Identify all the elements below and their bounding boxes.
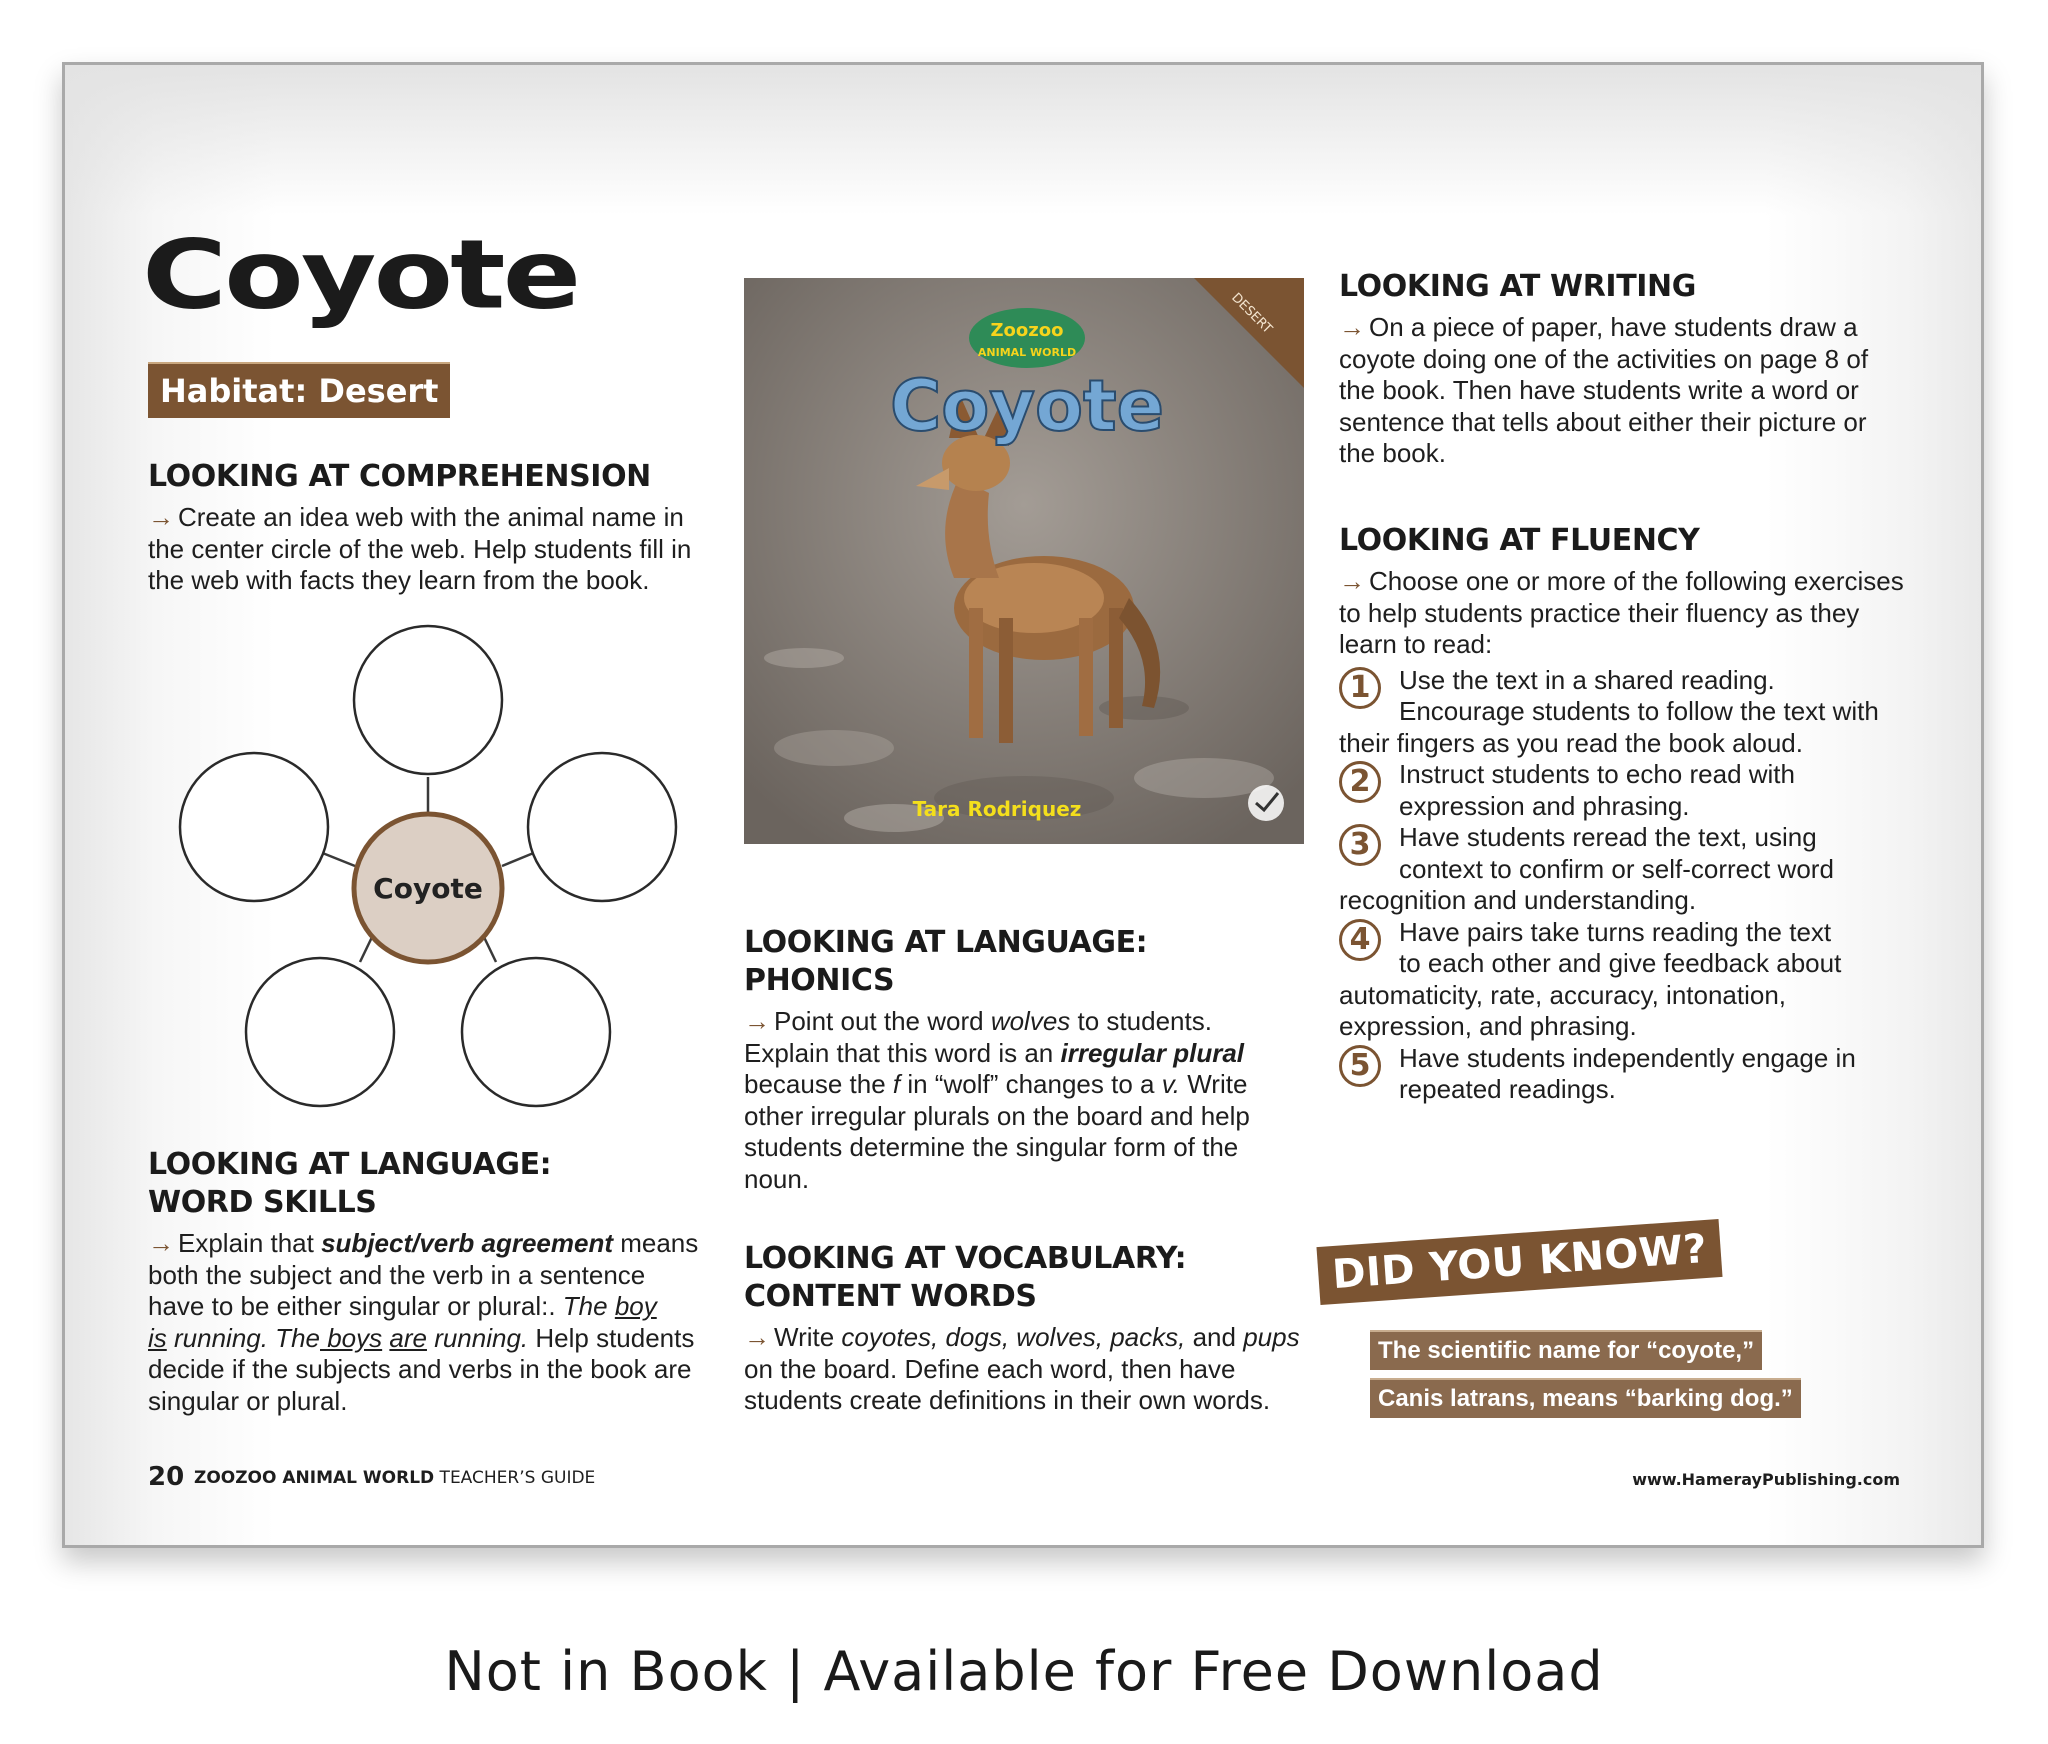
page-title: Coyote [142, 219, 579, 331]
arrow-icon: → [148, 502, 174, 532]
web-connector [502, 852, 536, 866]
web-outer-circle-right [528, 753, 676, 901]
web-outer-circle-bottom-right [462, 958, 610, 1106]
number-circle-icon: 4 [1339, 919, 1381, 961]
svg-text:ANIMAL WORLD: ANIMAL WORLD [977, 346, 1077, 359]
vocabulary-section [744, 1240, 1304, 1417]
fluency-list [1339, 665, 1909, 1106]
list-item: 5 Have students independently engage in repeated readings. [1339, 1043, 1909, 1106]
phonics-text: → Point out the word wolves to students. Explain that this word is an irregular plural because the f in “wolf” changes to a v. Write other irregular plurals on the board and help students determine the singular form of the noun. [744, 1006, 1250, 1194]
fluency-section [1339, 522, 1909, 1106]
svg-text:Zoozoo: Zoozoo [990, 320, 1064, 341]
web-center-label: Coyote [373, 872, 483, 905]
fact-line: The scientific name for “coyote,” [1370, 1330, 1762, 1370]
cover-series-logo [969, 308, 1085, 368]
arrow-icon: → [1339, 312, 1365, 342]
cover-author: Tara Rodriquez [912, 797, 1082, 821]
word-skills-text: → Explain that subject/verb agreement means both the subject and the verb in a sentence have to be either singular or plural:. The boy is running. The boys are running. Help students decide if the subjects and verbs in the book are singular or plural. [148, 1228, 699, 1416]
page-number: 20 [148, 1462, 185, 1492]
cover-ribbon-text: DESERT [1228, 290, 1275, 337]
number-circle-icon: 5 [1339, 1045, 1381, 1087]
comprehension-section [148, 458, 708, 597]
fluency-heading: LOOKING AT FLUENCY [1339, 523, 1700, 558]
writing-text: → On a piece of paper, have students draw a coyote doing one of the activities on page 8 of the book. Then have students write a word or sentence that tells about either their picture or the book. [1339, 312, 1869, 468]
cover-artwork [744, 278, 1304, 844]
list-item: 2 Instruct students to echo read with expression and phrasing. [1339, 759, 1909, 822]
did-you-know-fact [1370, 1330, 1801, 1418]
fluency-intro: → Choose one or more of the following exercises to help students practice their fluency as they learn to read: [1339, 566, 1904, 659]
arrow-icon: → [744, 1006, 770, 1036]
footer-url: www.HamerayPublishing.com [1632, 1470, 1900, 1489]
number-circle-icon: 1 [1339, 667, 1381, 709]
list-item: 3 Have students reread the text, using context to confirm or self-correct word recognition and understanding. [1339, 822, 1834, 915]
list-item: 1 Use the text in a shared reading. Encourage students to follow the text with their fingers as you read the book aloud. [1339, 664, 1879, 758]
vocabulary-heading: LOOKING AT VOCABULARY: CONTENT WORDS [744, 1241, 1187, 1314]
list-item: 4 Have pairs take turns reading the text to each other and give feedback about automaticity, rate, accuracy, intonation, expression, and phrasing. [1339, 916, 1842, 1041]
arrow-icon: → [1339, 566, 1365, 596]
web-connector [320, 852, 355, 866]
word-skills-section [148, 1146, 708, 1417]
web-outer-circle-bottom-left [246, 958, 394, 1106]
word-skills-heading: LOOKING AT LANGUAGE: WORD SKILLS [148, 1147, 552, 1220]
footer-series: ZOOZOO ANIMAL WORLD TEACHER’S GUIDE [194, 1468, 596, 1488]
publisher-logo-icon [1248, 785, 1284, 821]
number-circle-icon: 3 [1339, 824, 1381, 866]
comprehension-text: → Create an idea web with the animal name in the center circle of the web. Help students fill in the web with facts they learn from the book. [148, 502, 692, 595]
writing-heading: LOOKING AT WRITING [1339, 269, 1696, 304]
comprehension-heading: LOOKING AT COMPREHENSION [148, 459, 651, 494]
arrow-icon: → [744, 1322, 770, 1352]
vocabulary-text: → Write coyotes, dogs, wolves, packs, and pups on the board. Define each word, then have students create definitions in their own words. [744, 1322, 1300, 1415]
fact-line: Canis latrans, means “barking dog.” [1370, 1378, 1801, 1418]
phonics-heading: LOOKING AT LANGUAGE: PHONICS [744, 925, 1148, 998]
book-cover-image [744, 278, 1304, 844]
did-you-know-badge: DID YOU KNOW? [1316, 1219, 1723, 1305]
web-outer-circle-left [180, 753, 328, 901]
number-circle-icon: 2 [1339, 761, 1381, 803]
web-outer-circle-top [354, 626, 502, 774]
idea-web-diagram [168, 620, 688, 1120]
phonics-section [744, 924, 1304, 1195]
download-caption: Not in Book | Available for Free Download [444, 1640, 1604, 1703]
cover-title: Coyote [889, 365, 1165, 447]
writing-section [1339, 268, 1909, 470]
habitat-badge: Habitat: Desert [148, 362, 450, 418]
arrow-icon: → [148, 1228, 174, 1258]
